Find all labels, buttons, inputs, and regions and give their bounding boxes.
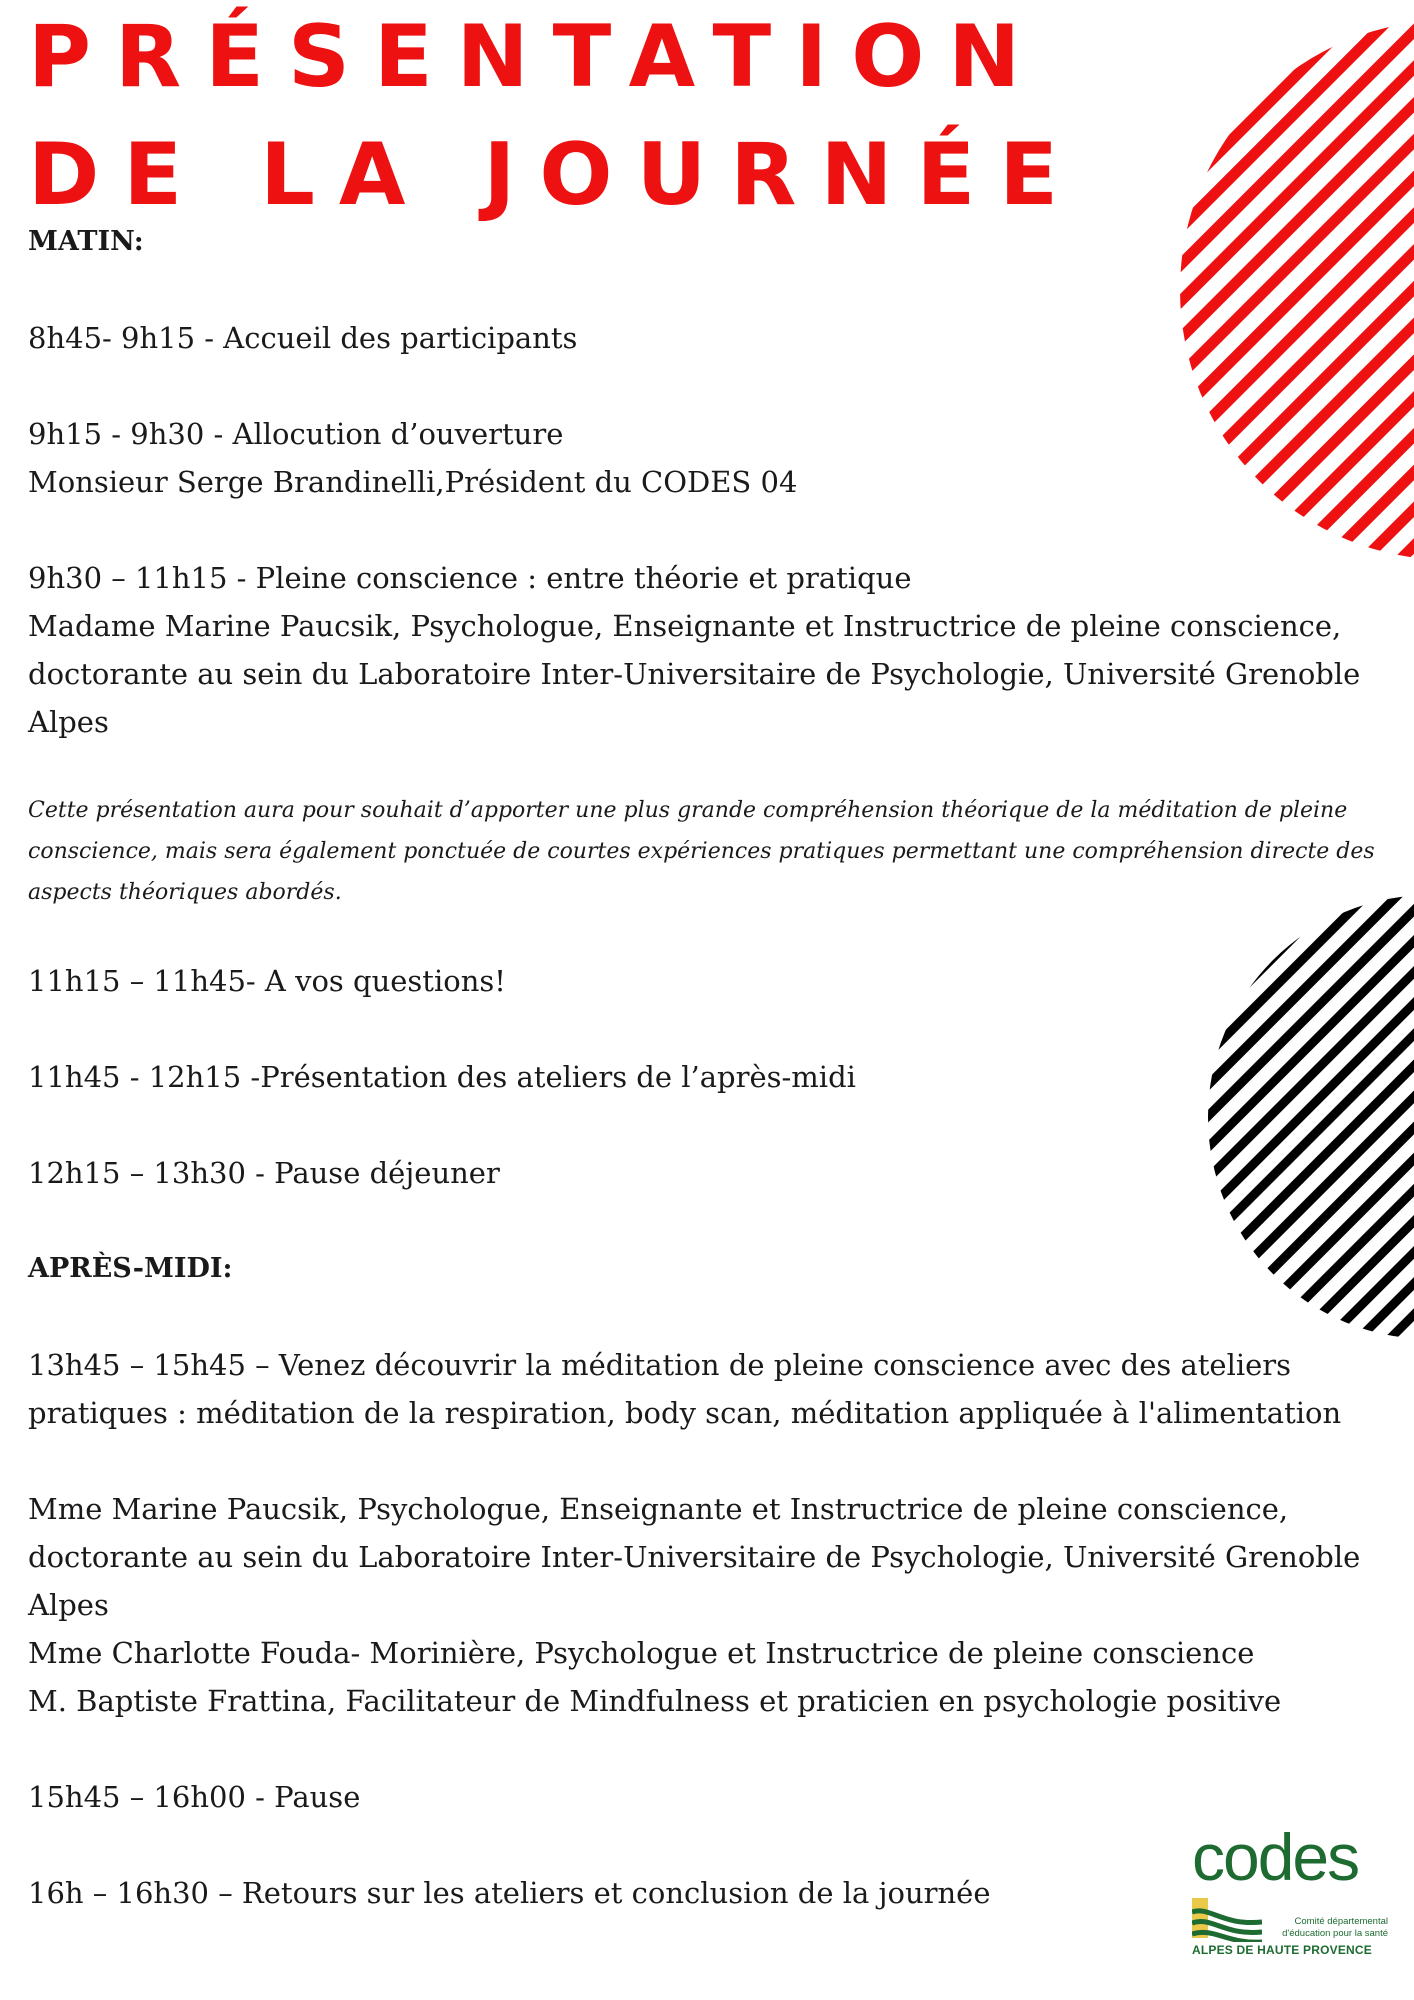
schedule-item: 11h15 – 11h45- A vos questions! xyxy=(28,964,506,998)
logo-subtitle-line: Comité départemental xyxy=(1294,1916,1388,1927)
schedule-item: 16h – 16h30 – Retours sur les ateliers et conclusion de la journée xyxy=(28,1876,991,1910)
speaker-line: Mme Charlotte Fouda- Morinière, Psychologue et Instructrice de pleine conscience xyxy=(28,1636,1255,1670)
speaker-line: Madame Marine Paucsik, Psychologue, Enseignante et Instructrice de pleine conscience, xyxy=(28,609,1342,643)
logo-landscape-icon xyxy=(1192,1896,1262,1942)
logo-region: ALPES DE HAUTE PROVENCE xyxy=(1192,1943,1372,1957)
speaker-line: Alpes xyxy=(28,1588,109,1622)
codes-logo xyxy=(1188,1820,1394,1962)
page-title-line-1: PRÉSENTATION xyxy=(28,7,1045,107)
session-note: aspects théoriques abordés. xyxy=(28,880,342,905)
schedule-item: 12h15 – 13h30 - Pause déjeuner xyxy=(28,1156,500,1190)
speaker-line: Alpes xyxy=(28,705,109,739)
schedule-item: 15h45 – 16h00 - Pause xyxy=(28,1780,361,1814)
schedule-item: 9h30 – 11h15 - Pleine conscience : entre théorie et pratique xyxy=(28,561,912,595)
speaker-line: Monsieur Serge Brandinelli,Président du CODES 04 xyxy=(28,465,798,499)
session-note: Cette présentation aura pour souhait d’apporter une plus grande compréhension théorique de la méditation de pleine xyxy=(28,798,1348,823)
speaker-line: Mme Marine Paucsik, Psychologue, Enseignante et Instructrice de pleine conscience, xyxy=(28,1492,1289,1526)
schedule-item: 13h45 – 15h45 – Venez découvrir la méditation de pleine conscience avec des ateliers xyxy=(28,1348,1292,1382)
morning-heading: MATIN: xyxy=(28,226,144,257)
afternoon-heading: APRÈS-MIDI: xyxy=(28,1253,233,1284)
schedule-item: 11h45 - 12h15 -Présentation des ateliers de l’après-midi xyxy=(28,1060,856,1094)
logo-wordmark: codes xyxy=(1192,1820,1359,1894)
speaker-line: doctorante au sein du Laboratoire Inter-Universitaire de Psychologie, Université Grenoble xyxy=(28,1540,1361,1574)
schedule-item: 9h15 - 9h30 - Allocution d’ouverture xyxy=(28,417,564,451)
logo-subtitle-line: d'éducation pour la santé xyxy=(1282,1928,1388,1939)
schedule-item: pratiques : méditation de la respiration, body scan, méditation appliquée à l'alimentation xyxy=(28,1396,1342,1430)
logo-subtitle xyxy=(1258,1916,1388,1940)
schedule-item: 8h45- 9h15 - Accueil des participants xyxy=(28,321,578,355)
session-note: conscience, mais sera également ponctuée de courtes expériences pratiques permettant une compréhension directe des xyxy=(28,839,1375,864)
speaker-line: M. Baptiste Frattina, Facilitateur de Mindfulness et praticien en psychologie positive xyxy=(28,1684,1282,1718)
speaker-line: doctorante au sein du Laboratoire Inter-Universitaire de Psychologie, Université Grenoble xyxy=(28,657,1361,691)
page-title-line-2: DE LA JOURNÉE xyxy=(28,125,1083,225)
program-content xyxy=(28,218,1388,1917)
